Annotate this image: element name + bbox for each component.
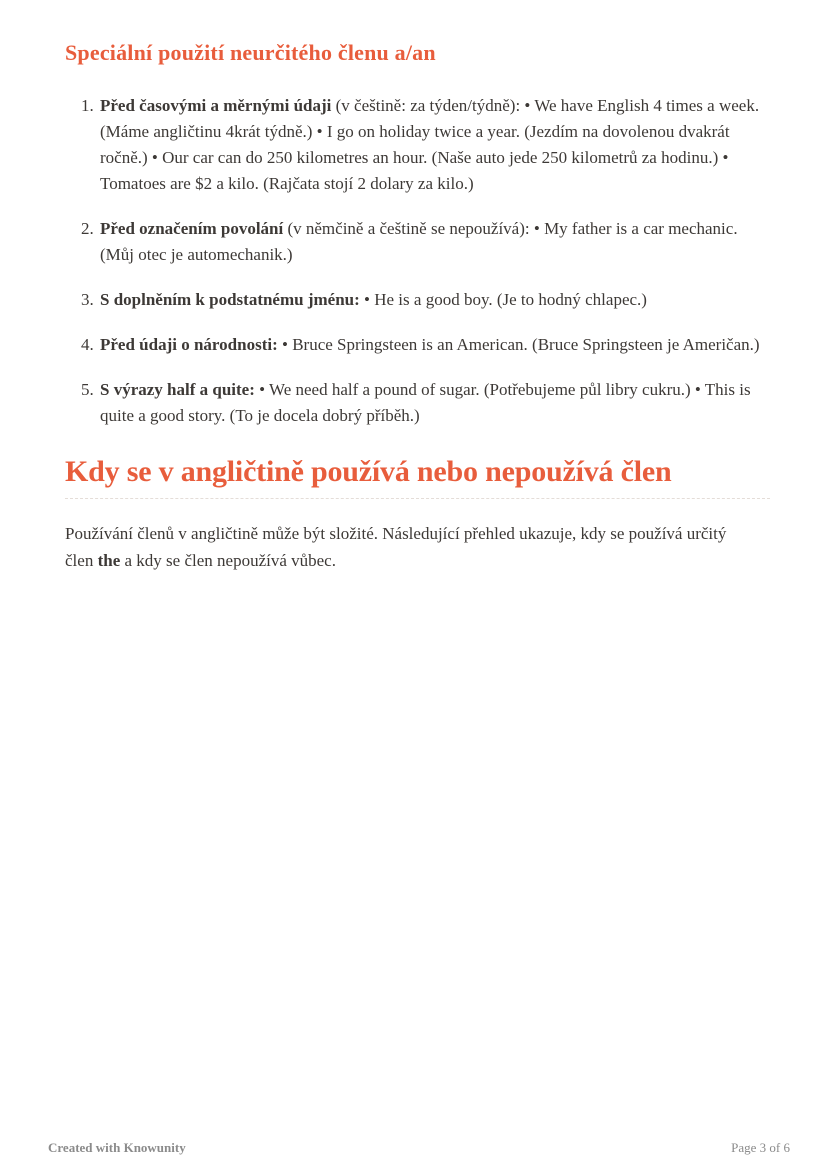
list-item [98, 216, 770, 268]
list-item-lead: Před údaji o národnosti: [100, 335, 278, 354]
list-item [98, 93, 770, 197]
page-content [0, 0, 828, 574]
list-item-text: (v němčině a češtině se nepoužívá): • My father is a car mechanic. (Můj otec je automechanik.) [100, 219, 738, 264]
page-title-article-usage: Kdy se v angličtině používá nebo nepoužívá člen [65, 455, 770, 499]
intro-text-before: Používání členů v angličtině může být složité. Následující přehled ukazuje, kdy se používá určitý člen [65, 524, 727, 570]
created-with-label: Created with Knowunity [48, 1140, 186, 1155]
list-item-lead: Před časovými a měrnými údaji [100, 96, 332, 115]
list-item-text: • He is a good boy. (Je to hodný chlapec.) [359, 290, 647, 309]
list-item-text: (v češtině: za týden/týdně): • We have English 4 times a week. (Máme angličtinu 4krát týdně.) • I go on holiday twice a year. (Jezdím na dovolenou dvakrát ročně.) • Our car can do 250 kilometres an hour. (Naše auto jede 250 kilometrů za hodinu.) • Tomatoes are $2 a kilo. (Rajčata stojí 2 dolary za kilo.) [100, 96, 760, 193]
page-footer [48, 1140, 790, 1156]
intro-bold-word: the [97, 551, 121, 570]
list-item-lead: S doplněním k podstatnému jménu: [100, 290, 360, 309]
intro-paragraph [65, 520, 755, 574]
list-item-text: • Bruce Springsteen is an American. (Bruce Springsteen je Američan.) [277, 335, 760, 354]
intro-text-after: a kdy se člen nepoužívá vůbec. [120, 551, 336, 570]
list-item [98, 377, 770, 429]
list-item-lead: Před označením povolání [100, 219, 284, 238]
special-usage-list [65, 93, 770, 429]
list-item [98, 332, 770, 358]
list-item-lead: S výrazy half a quite: [100, 380, 255, 399]
list-item-text: • We need half a pound of sugar. (Potřebujeme půl libry cukru.) • This is quite a good story. (To je docela dobrý příběh.) [100, 380, 751, 425]
page-number: Page 3 of 6 [731, 1140, 790, 1155]
section-heading-special-usage: Speciální použití neurčitého členu a/an [65, 40, 436, 65]
list-item [98, 287, 770, 313]
